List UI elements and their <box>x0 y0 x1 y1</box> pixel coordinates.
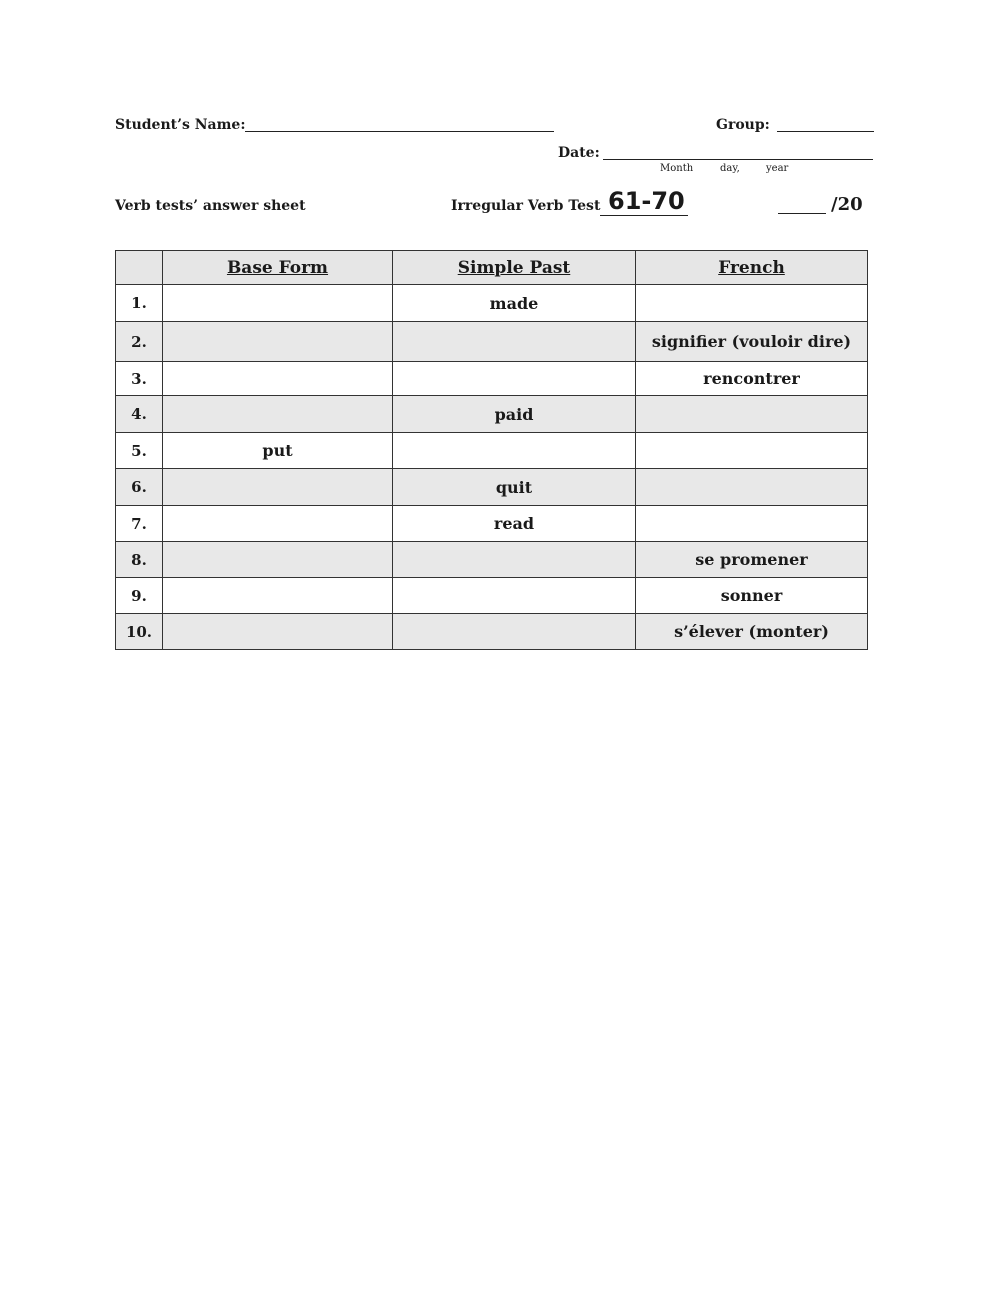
french-cell[interactable]: rencontrer <box>636 362 868 396</box>
base-form-cell[interactable] <box>163 469 393 506</box>
table-row <box>116 506 868 542</box>
simple-past-cell[interactable] <box>393 322 636 362</box>
base-form-cell[interactable] <box>163 285 393 322</box>
student-name-label: Student’s Name: <box>115 117 246 133</box>
col-header-base-form: Base Form <box>163 251 393 285</box>
test-number-underline <box>600 215 688 216</box>
row-number: 3. <box>116 362 163 396</box>
test-label: Irregular Verb Test <box>451 198 601 214</box>
base-form-cell[interactable]: put <box>163 433 393 469</box>
french-cell[interactable] <box>636 396 868 433</box>
date-hint-year: year <box>766 163 789 174</box>
french-cell[interactable]: sonner <box>636 578 868 614</box>
table-header-row <box>116 251 868 285</box>
group-label: Group: <box>716 117 770 133</box>
base-form-cell[interactable] <box>163 322 393 362</box>
base-form-cell[interactable] <box>163 506 393 542</box>
date-field[interactable] <box>603 159 873 160</box>
simple-past-cell[interactable]: quit <box>393 469 636 506</box>
test-number: 61-70 <box>608 187 685 215</box>
date-hint-day: day, <box>720 163 740 174</box>
col-header-number <box>116 251 163 285</box>
date-label: Date: <box>558 145 600 161</box>
french-cell[interactable] <box>636 469 868 506</box>
row-number: 1. <box>116 285 163 322</box>
row-number: 5. <box>116 433 163 469</box>
sheet-title: Verb tests’ answer sheet <box>115 198 306 214</box>
simple-past-cell[interactable] <box>393 614 636 650</box>
simple-past-cell[interactable] <box>393 542 636 578</box>
col-header-simple-past: Simple Past <box>393 251 636 285</box>
table-row <box>116 285 868 322</box>
table-row <box>116 578 868 614</box>
simple-past-cell[interactable] <box>393 362 636 396</box>
date-hint-month: Month <box>660 163 694 174</box>
base-form-cell[interactable] <box>163 578 393 614</box>
table-row <box>116 542 868 578</box>
simple-past-cell[interactable]: read <box>393 506 636 542</box>
table-row <box>116 362 868 396</box>
table-row <box>116 322 868 362</box>
row-number: 10. <box>116 614 163 650</box>
base-form-cell[interactable] <box>163 396 393 433</box>
score-total: /20 <box>831 194 863 215</box>
simple-past-cell[interactable]: paid <box>393 396 636 433</box>
row-number: 4. <box>116 396 163 433</box>
row-number: 8. <box>116 542 163 578</box>
base-form-cell[interactable] <box>163 614 393 650</box>
base-form-cell[interactable] <box>163 362 393 396</box>
french-cell[interactable]: signifier (vouloir dire) <box>636 322 868 362</box>
french-cell[interactable]: se promener <box>636 542 868 578</box>
french-cell[interactable]: s’élever (monter) <box>636 614 868 650</box>
col-header-french: French <box>636 251 868 285</box>
student-name-field[interactable] <box>245 131 554 132</box>
row-number: 2. <box>116 322 163 362</box>
simple-past-cell[interactable] <box>393 578 636 614</box>
row-number: 6. <box>116 469 163 506</box>
row-number: 9. <box>116 578 163 614</box>
french-cell[interactable] <box>636 506 868 542</box>
table-row <box>116 396 868 433</box>
score-field[interactable] <box>778 213 826 214</box>
simple-past-cell[interactable] <box>393 433 636 469</box>
base-form-cell[interactable] <box>163 542 393 578</box>
row-number: 7. <box>116 506 163 542</box>
group-field[interactable] <box>777 131 874 132</box>
french-cell[interactable] <box>636 433 868 469</box>
french-cell[interactable] <box>636 285 868 322</box>
table-row <box>116 433 868 469</box>
verb-table <box>115 250 868 650</box>
table-row <box>116 469 868 506</box>
table-row <box>116 614 868 650</box>
simple-past-cell[interactable]: made <box>393 285 636 322</box>
